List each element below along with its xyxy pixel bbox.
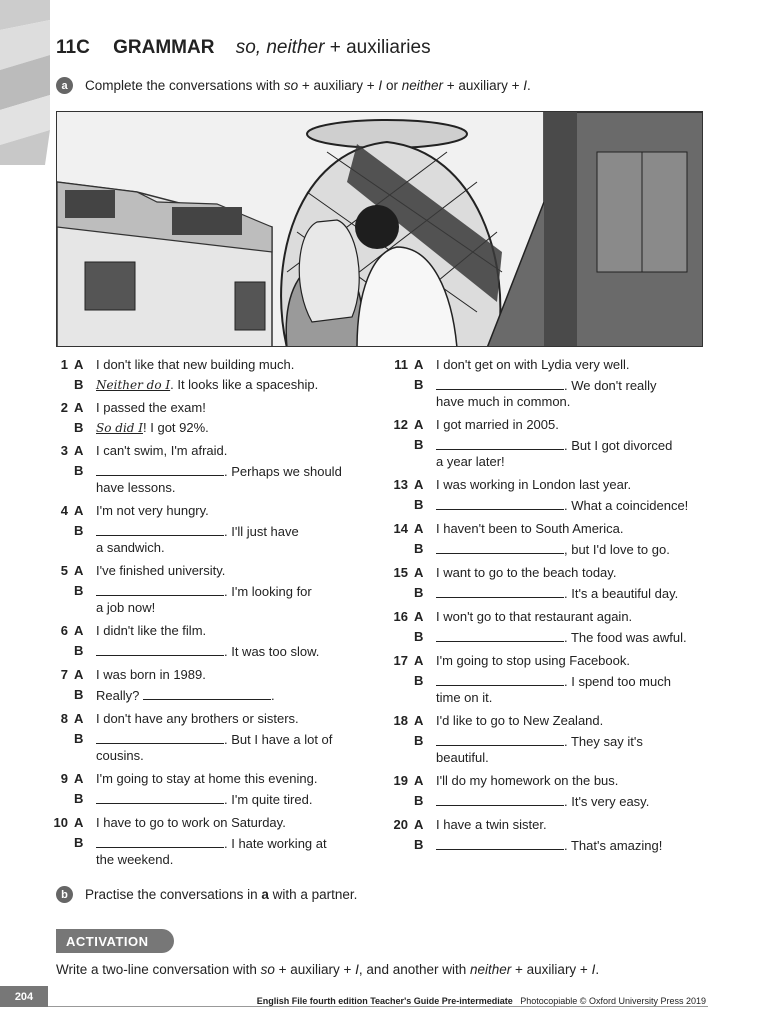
speaker-a-line: I have to go to work on Saturday. [96,815,286,830]
exercise-number: 7 [60,667,68,682]
exercise-number: 9 [60,771,68,786]
exercise-number: 11 [394,357,408,372]
speaker-b-label: B [74,377,84,392]
speaker-a-label: A [414,565,424,580]
answer-blank[interactable] [96,463,224,476]
exercise-column-left [52,357,352,875]
topic-heading: GRAMMAR [113,37,215,58]
section-b-badge: b [56,886,73,903]
instruction-text: Complete the conversations with so + auxiliary + I or neither + auxiliary + I. [85,78,531,93]
speaker-b-label: B [74,420,84,435]
answer-blank[interactable] [436,733,564,746]
speaker-b-line: . I'm quite tired. [96,791,352,808]
speaker-b-line: . They say it's beautiful. [436,734,643,765]
speaker-a-label: A [414,417,424,432]
speaker-a-label: A [74,563,84,578]
speaker-b-line: . Perhaps we should have lessons. [96,464,342,495]
speaker-b-line: . It's very easy. [436,793,692,810]
speaker-b-line: . It was too slow. [96,643,352,660]
exercise-item [392,653,692,706]
speaker-a-line: I didn't like the film. [96,623,207,638]
exercise-item [392,609,692,646]
speaker-a-label: A [74,771,84,786]
speaker-a-line: I haven't been to South America. [436,521,624,536]
speaker-a-label: A [414,817,424,832]
answer-blank[interactable] [96,583,224,596]
exercise-item [52,815,352,868]
speaker-a-line: I don't get on with Lydia very well. [436,357,630,372]
speaker-b-line: Really? . [96,688,275,703]
speaker-b-line: , but I'd love to go. [436,541,692,558]
speaker-b-line: . I hate working at the weekend. [96,836,327,867]
speaker-a-label: A [74,503,84,518]
section-b-text: Practise the conversations in a with a partner. [85,887,358,902]
exercise-number: 19 [393,773,408,788]
illustration-drawing [57,112,703,347]
exercise-number: 10 [53,815,68,830]
exercise-number: 20 [393,817,408,832]
exercise-item [52,623,352,660]
unit-code: 11C [56,37,90,58]
exercise-column-right [392,357,692,861]
speaker-b-line: . What a coincidence! [436,497,692,514]
exercise-number: 16 [393,609,408,624]
book-title: English File fourth edition Teacher's Guide Pre-intermediate [256,996,513,1006]
exercise-item [392,773,692,810]
speaker-b-label: B [74,731,84,746]
speaker-b-line: . But I got divorced a year later! [436,438,673,469]
speaker-b-label: B [414,673,424,688]
speaker-b-line: . But I have a lot of cousins. [96,732,333,763]
speaker-a-line: I passed the exam! [96,400,206,415]
speaker-b-label: B [74,643,84,658]
exercise-item [52,357,352,393]
speaker-a-label: A [74,357,84,372]
answer-blank[interactable] [436,541,564,554]
section-b-instruction [56,886,357,903]
speaker-b-label: B [414,793,424,808]
exercise-item [52,711,352,764]
speaker-a-line: I'll do my homework on the bus. [436,773,619,788]
speaker-a-label: A [74,815,84,830]
section-a-badge: a [56,77,73,94]
speaker-b-line: . It's a beautiful day. [436,585,692,602]
answer-blank[interactable] [436,437,564,450]
answer-blank[interactable] [436,673,564,686]
exercise-number: 6 [60,623,68,638]
speaker-b-label: B [414,733,424,748]
exercise-item [52,667,352,704]
speaker-b-line: . The food was awful. [436,629,692,646]
exercise-item [392,477,692,514]
speaker-b-label: B [74,791,84,806]
speaker-a-line: I'd like to go to New Zealand. [436,713,604,728]
exercise-number: 13 [393,477,408,492]
exercise-number: 4 [60,503,68,518]
activation-label: ACTIVATION [56,929,174,953]
speaker-a-line: I was born in 1989. [96,667,206,682]
exercise-number: 3 [60,443,68,458]
speaker-a-label: A [414,713,424,728]
answer-blank[interactable] [96,523,224,536]
speaker-b-line: So did I! I got 92%. [96,420,209,435]
speaker-b-label: B [74,835,84,850]
exercise-item [52,563,352,616]
answer-blank[interactable] [436,629,564,642]
answer-blank[interactable] [436,837,564,850]
speaker-a-line: I was working in London last year. [436,477,632,492]
exercise-item [52,771,352,808]
answer-blank[interactable] [436,497,564,510]
exercise-item [392,565,692,602]
speaker-b-line: . I'll just have a sandwich. [96,524,299,555]
page-number: 204 [0,986,48,1007]
answer-blank[interactable] [96,791,224,804]
section-a-instruction [56,77,531,94]
speaker-b-label: B [74,463,84,478]
exercise-item [392,817,692,854]
speaker-a-line: I have a twin sister. [436,817,547,832]
page-title [56,37,431,59]
answer-blank[interactable] [436,377,564,390]
speaker-b-label: B [74,523,84,538]
exercise-number: 1 [60,357,68,372]
activation-instruction: Write a two-line conversation with so + auxiliary + I, and another with neither + auxiliary + I. [56,962,600,977]
corner-fan-decoration [0,0,50,165]
speaker-b-label: B [414,629,424,644]
exercise-number: 15 [393,565,408,580]
speaker-a-label: A [74,623,84,638]
speaker-b-line: . I spend too much time on it. [436,674,671,705]
exercise-number: 5 [60,563,68,578]
exercise-item [52,443,352,496]
copyright-text: Photocopiable © Oxford University Press 2019 [520,996,706,1006]
footer-text [257,996,706,1006]
answer-blank[interactable] [96,835,224,848]
exercise-item [52,400,352,436]
example-answer: Neither do I [96,378,171,392]
exercise-number: 18 [393,713,408,728]
speaker-a-line: I got married in 2005. [436,417,559,432]
speaker-b-line: . That's amazing! [436,837,692,854]
speaker-a-line: I've finished university. [96,563,226,578]
answer-blank[interactable] [96,731,224,744]
exercise-item [392,713,692,766]
speaker-a-label: A [74,443,84,458]
speaker-a-label: A [414,609,424,624]
speaker-b-label: B [414,437,424,452]
exercise-item [392,521,692,558]
example-answer: So did I [96,421,144,435]
speaker-a-line: I can't swim, I'm afraid. [96,443,228,458]
speaker-a-label: A [414,653,424,668]
gherkin-couple-illustration [56,111,703,347]
speaker-a-line: I won't go to that restaurant again. [436,609,633,624]
speaker-b-line: Neither do I. It looks like a spaceship. [96,377,319,392]
speaker-a-label: A [414,521,424,536]
speaker-a-line: I don't have any brothers or sisters. [96,711,299,726]
speaker-b-label: B [74,583,84,598]
speaker-a-line: I'm not very hungry. [96,503,209,518]
speaker-b-line: . We don't really have much in common. [436,378,657,409]
speaker-b-line: . I'm looking for a job now! [96,584,312,615]
exercise-number: 2 [60,400,68,415]
speaker-a-label: A [74,667,84,682]
exercise-number: 17 [393,653,408,668]
speaker-b-label: B [74,687,84,702]
speaker-b-label: B [414,541,424,556]
exercise-number: 12 [393,417,408,432]
speaker-a-line: I want to go to the beach today. [436,565,617,580]
speaker-b-label: B [414,497,424,512]
answer-blank[interactable] [143,687,271,700]
speaker-b-label: B [414,585,424,600]
exercise-item [392,417,692,470]
speaker-a-label: A [414,357,424,372]
speaker-a-label: A [414,477,424,492]
exercise-number: 8 [60,711,68,726]
answer-blank[interactable] [436,585,564,598]
speaker-a-line: I'm going to stay at home this evening. [96,771,318,786]
footer-rule [48,1006,708,1007]
speaker-a-label: A [74,711,84,726]
answer-blank[interactable] [96,643,224,656]
speaker-a-label: A [74,400,84,415]
answer-blank[interactable] [436,793,564,806]
speaker-a-line: I'm going to stop using Facebook. [436,653,630,668]
speaker-a-label: A [414,773,424,788]
exercise-number: 14 [393,521,408,536]
speaker-b-label: B [414,837,424,852]
grammar-focus: so, neither + auxiliaries [235,37,431,58]
exercise-item [392,357,692,410]
exercise-item [52,503,352,556]
speaker-b-label: B [414,377,424,392]
speaker-a-line: I don't like that new building much. [96,357,295,372]
